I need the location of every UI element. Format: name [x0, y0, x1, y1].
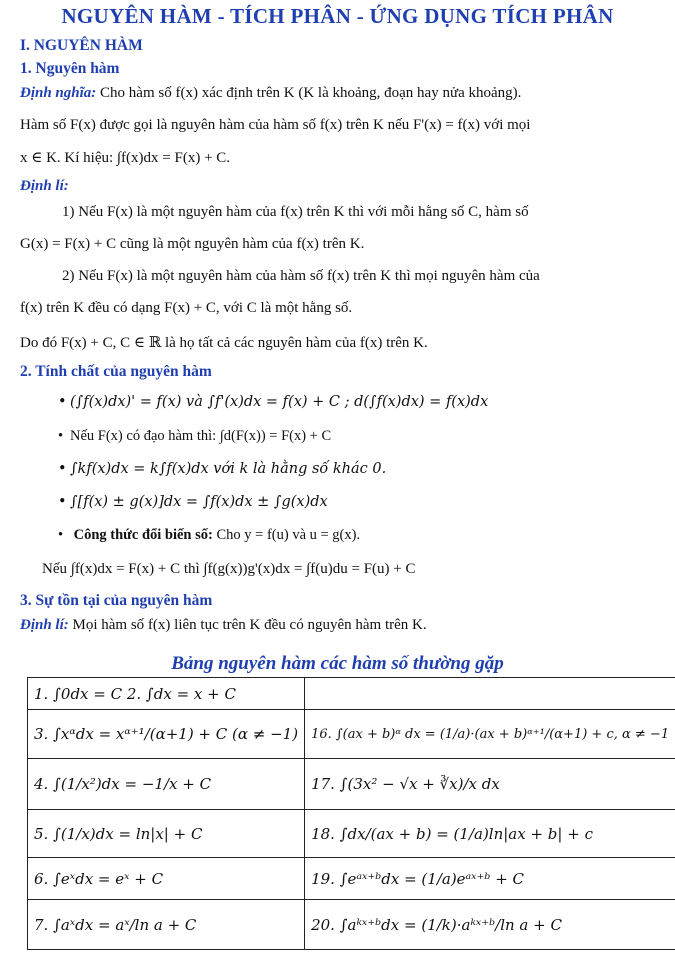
- substitution-text: Cho y = f(u) và u = g(x).: [212, 527, 361, 543]
- definition-line-1: [20, 85, 521, 102]
- theorem-label: Định lí:: [20, 178, 69, 194]
- antiderivative-table: [27, 677, 675, 950]
- subheading-nguyen-ham: 1. Nguyên hàm: [20, 60, 120, 77]
- table-cell: 6. ∫eˣdx = eˣ + C: [28, 858, 305, 900]
- table-cell: [305, 678, 675, 710]
- table-cell: 4. ∫(1/x²)dx = −1/x + C: [28, 759, 305, 810]
- table-cell: 19. ∫eᵃˣ⁺ᵇdx = (1/a)eᵃˣ⁺ᵇ + C: [305, 858, 675, 900]
- property-1: • (∫f(x)dx)' = f(x) và ∫f'(x)dx = f(x) + C ; d(∫f(x)dx) = f(x)dx: [58, 394, 488, 410]
- table-cell: 3. ∫xᵅdx = xᵅ⁺¹/(α+1) + C (α ≠ −1): [28, 710, 305, 759]
- theorem-2-line-1: 2) Nếu F(x) là một nguyên hàm của hàm số f(x) trên K thì mọi nguyên hàm của: [62, 268, 540, 284]
- table-row: [28, 810, 675, 858]
- substitution-formula: Nếu ∫f(x)dx = F(x) + C thì ∫f(g(x))g'(x)dx = ∫f(u)du = F(u) + C: [42, 561, 416, 577]
- definition-line-2: Hàm số F(x) được gọi là nguyên hàm của hàm số f(x) trên K nếu F'(x) = f(x) với mọi: [20, 117, 531, 133]
- property-5: [58, 527, 360, 544]
- table-cell: 7. ∫aˣdx = aˣ/ln a + C: [28, 900, 305, 950]
- property-4: • ∫[f(x) ± g(x)]dx = ∫f(x)dx ± ∫g(x)dx: [58, 494, 328, 510]
- definition-text-1: Cho hàm số f(x) xác định trên K (K là khoảng, đoạn hay nửa khoảng).: [96, 85, 522, 101]
- table-row: [28, 710, 675, 759]
- theorem-1-line-2: G(x) = F(x) + C cũng là một nguyên hàm của f(x) trên K.: [20, 236, 365, 252]
- table-row: [28, 900, 675, 950]
- table-cell: 17. ∫(3x² − √x + ∛x)/x dx: [305, 759, 675, 810]
- substitution-label: Công thức đổi biến số:: [73, 527, 213, 543]
- section-heading-nguyen-ham: I. NGUYÊN HÀM: [20, 37, 143, 54]
- table-cell: 1. ∫0dx = C 2. ∫dx = x + C: [28, 678, 305, 710]
- theorem-conclusion: Do đó F(x) + C, C ∈ ℝ là họ tất cả các nguyên hàm của f(x) trên K.: [20, 335, 428, 351]
- property-2: • Nếu F(x) có đạo hàm thì: ∫d(F(x)) = F(x) + C: [58, 428, 331, 445]
- property-3: • ∫kf(x)dx = k∫f(x)dx với k là hằng số khác 0.: [58, 461, 386, 477]
- existence-text: Mọi hàm số f(x) liên tục trên K đều có nguyên hàm trên K.: [68, 617, 427, 633]
- table-cell: 16. ∫(ax + b)ᵅ dx = (1/a)·(ax + b)ᵅ⁺¹/(α+1) + c, α ≠ −1: [305, 710, 675, 759]
- theorem-2-line-2: f(x) trên K đều có dạng F(x) + C, với C là một hằng số.: [20, 300, 353, 316]
- existence-label: Định lí:: [20, 617, 69, 633]
- table-cell: 5. ∫(1/x)dx = ln|x| + C: [28, 810, 305, 858]
- definition-label: Định nghĩa:: [20, 85, 97, 101]
- page-title: NGUYÊN HÀM - TÍCH PHÂN - ỨNG DỤNG TÍCH PHÂN: [61, 4, 614, 28]
- definition-line-3: x ∈ K. Kí hiệu: ∫f(x)dx = F(x) + C.: [20, 150, 231, 166]
- table-row: [28, 759, 675, 810]
- subheading-tinh-chat: 2. Tính chất của nguyên hàm: [20, 363, 212, 380]
- table-cell: 20. ∫aᵏˣ⁺ᵇdx = (1/k)·aᵏˣ⁺ᵇ/ln a + C: [305, 900, 675, 950]
- table-row: [28, 678, 675, 710]
- subheading-su-ton-tai: 3. Sự tồn tại của nguyên hàm: [20, 592, 213, 609]
- table-row: [28, 858, 675, 900]
- theorem-1-line-1: 1) Nếu F(x) là một nguyên hàm của f(x) trên K thì với mỗi hằng số C, hàm số: [62, 204, 529, 220]
- table-cell: 18. ∫dx/(ax + b) = (1/a)ln|ax + b| + c: [305, 810, 675, 858]
- table-title: Bảng nguyên hàm các hàm số thường gặp: [171, 653, 504, 674]
- existence-theorem: [20, 617, 427, 634]
